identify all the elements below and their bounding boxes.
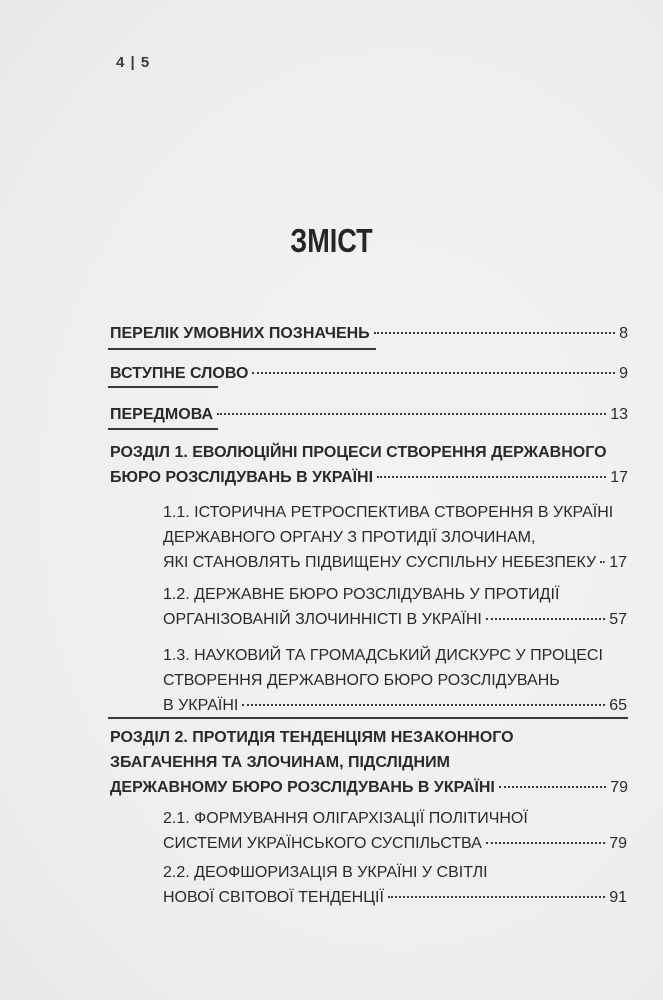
toc-entry-title: БЮРО РОЗСЛІДУВАНЬ В УКРАЇНІ [110,469,374,486]
toc-entry-chapter[interactable] [110,440,628,490]
divider [108,386,218,388]
toc-page-number: 79 [609,835,627,852]
toc-page-number: 13 [610,406,628,423]
divider [108,348,376,350]
toc-entry-title: ДЕРЖАВНОМУ БЮРО РОЗСЛІДУВАНЬ В УКРАЇНІ [110,779,495,796]
toc-entry-title: ЯКІ СТАНОВЛЯТЬ ПІДВИЩЕНУ СУСПІЛЬНУ НЕБЕЗПЕКУ [163,554,597,571]
toc-entry-section[interactable] [163,582,627,632]
dot-leader [600,561,605,563]
toc-entry-line: 1.3. НАУКОВИЙ ТА ГРОМАДСЬКИЙ ДИСКУРС У ПРОЦЕСІ [163,647,603,664]
dot-leader [242,704,605,706]
toc-entry-title: ОРГАНІЗОВАНІЙ ЗЛОЧИННІСТІ В УКРАЇНІ [163,611,482,628]
dot-leader [486,842,605,844]
dot-leader [252,372,615,374]
toc-entry-line: СТВОРЕННЯ ДЕРЖАВНОГО БЮРО РОЗСЛІДУВАНЬ [163,672,560,689]
toc-page-number: 79 [610,779,628,796]
toc-entry[interactable] [110,321,628,346]
toc-entry-title: В УКРАЇНІ [163,697,239,714]
toc-entry[interactable] [110,402,628,427]
toc-entry-title: ПЕРЕДМОВА [110,406,213,423]
toc-entry-section[interactable] [163,806,627,856]
toc-entry-line: 1.1. ІСТОРИЧНА РЕТРОСПЕКТИВА СТВОРЕННЯ В УКРАЇНІ [163,504,614,521]
toc-entry-line: 2.1. ФОРМУВАННЯ ОЛІГАРХІЗАЦІЇ ПОЛІТИЧНОЇ [163,810,528,827]
toc-page-number: 8 [619,325,628,342]
toc-entry-section[interactable] [163,500,627,575]
toc-page-number: 17 [609,554,627,571]
dot-leader [217,413,606,415]
dot-leader [499,786,606,788]
page-number: 4 | 5 [116,54,151,71]
toc-entry-section[interactable] [163,860,627,910]
toc-page-number: 9 [619,365,628,382]
toc-page-number: 17 [610,469,628,486]
toc-entry-section[interactable] [163,643,627,718]
dot-leader [486,618,605,620]
dot-leader [374,332,615,334]
toc-page-number: 57 [609,611,627,628]
toc-entry-line: 1.2. ДЕРЖАВНЕ БЮРО РОЗСЛІДУВАНЬ У ПРОТИДІЇ [163,586,560,603]
toc-entry-line: РОЗДІЛ 1. ЕВОЛЮЦІЙНІ ПРОЦЕСИ СТВОРЕННЯ ДЕРЖАВНОГО [110,444,607,461]
divider [108,428,218,430]
toc-entry-line: ДЕРЖАВНОГО ОРГАНУ З ПРОТИДІЇ ЗЛОЧИНАМ, [163,529,536,546]
dot-leader [388,896,605,898]
divider [108,717,628,719]
toc-entry-line: ЗБАГАЧЕННЯ ТА ЗЛОЧИНАМ, ПІДСЛІДНИМ [110,754,450,771]
page-title: ЗМІСТ [290,222,373,259]
dot-leader [377,476,606,478]
toc-entry-title: ВСТУПНЕ СЛОВО [110,365,249,382]
toc-page-number: 65 [609,697,627,714]
toc-entry-line: 2.2. ДЕОФШОРИЗАЦІЯ В УКРАЇНІ У СВІТЛІ [163,864,488,881]
toc-entry[interactable] [110,361,628,386]
toc-entry-chapter[interactable] [110,725,628,800]
toc-entry-title: СИСТЕМИ УКРАЇНСЬКОГО СУСПІЛЬСТВА [163,835,482,852]
toc-entry-title: ПЕРЕЛІК УМОВНИХ ПОЗНАЧЕНЬ [110,325,370,342]
toc-entry-title: НОВОЇ СВІТОВОЇ ТЕНДЕНЦІЇ [163,889,384,906]
toc-entry-line: РОЗДІЛ 2. ПРОТИДІЯ ТЕНДЕНЦІЯМ НЕЗАКОННОГО [110,729,514,746]
toc-page-number: 91 [609,889,627,906]
